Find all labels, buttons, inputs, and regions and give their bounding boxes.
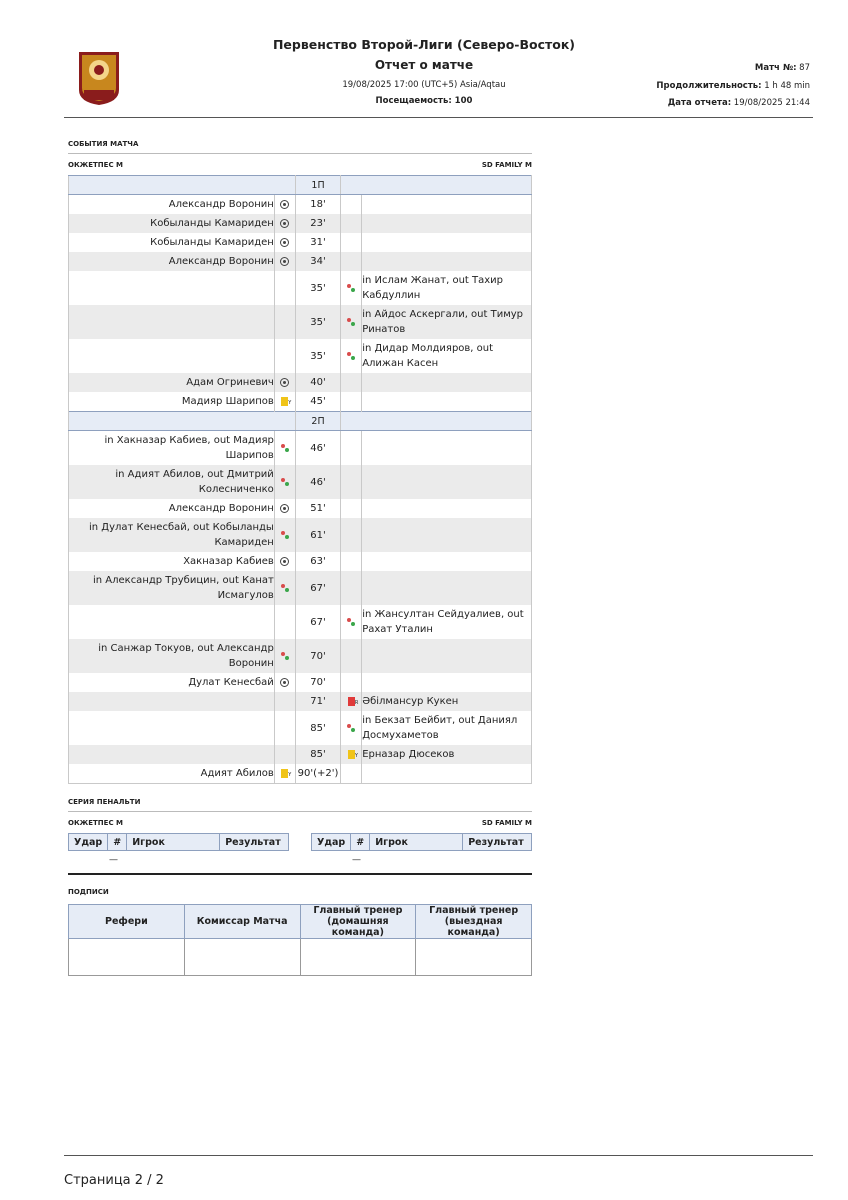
home-team-name: ОКЖЕТПЕС М — [68, 161, 123, 169]
away-event-text — [362, 772, 531, 776]
away-event-text — [362, 681, 531, 685]
event-row — [69, 711, 532, 745]
home-event-text: in Адият Абилов, out Дмитрий Колесниченко — [115, 469, 274, 495]
home-event-text: Адият Абилов — [200, 768, 274, 779]
signatures-section-title: ПОДПИСИ — [68, 888, 109, 896]
substitution-icon — [280, 477, 290, 487]
event-row — [69, 392, 532, 412]
goal-ball-icon — [280, 678, 289, 687]
events-section-divider — [68, 153, 532, 154]
half-label: 2П — [295, 412, 341, 431]
penalties-section-divider — [68, 811, 532, 812]
half-label: 1П — [295, 176, 341, 195]
away-event-text — [362, 480, 531, 484]
away-event-text: in Бекзат Бейбит, out Даниял Досмухаметов — [362, 715, 518, 741]
event-minute: 34' — [295, 252, 341, 271]
sig-cell-home-coach — [300, 939, 416, 976]
event-minute: 70' — [295, 673, 341, 692]
home-event-text: Адам Огриневич — [186, 377, 274, 388]
event-minute: 31' — [295, 233, 341, 252]
substitution-icon — [280, 530, 290, 540]
home-event-text: Александр Воронин — [168, 199, 274, 210]
event-minute: 85' — [295, 745, 341, 764]
sig-cell-commissioner — [184, 939, 300, 976]
penalties-bottom-divider — [68, 873, 532, 875]
event-row — [69, 745, 532, 764]
event-row — [69, 518, 532, 552]
substitution-icon — [346, 617, 356, 627]
event-minute: 70' — [295, 639, 341, 673]
half1-header — [69, 176, 532, 195]
event-row — [69, 571, 532, 605]
yellow-card-icon: Y — [281, 397, 288, 406]
away-event-text — [362, 560, 531, 564]
home-event-text: Александр Воронин — [168, 503, 274, 514]
goal-ball-icon — [280, 557, 289, 566]
event-row — [69, 305, 532, 339]
report-title: Первенство Второй-Лиги (Северо-Восток) — [272, 37, 576, 52]
goal-ball-icon — [280, 504, 289, 513]
footer-divider — [64, 1155, 813, 1156]
pen-col-number: # — [108, 834, 127, 851]
away-event-text — [362, 446, 531, 450]
attendance: Посещаемость: 100 — [375, 96, 473, 106]
event-minute: 85' — [295, 711, 341, 745]
event-minute: 45' — [295, 392, 341, 412]
page-number: Страница 2 / 2 — [64, 1173, 164, 1188]
substitution-icon — [346, 723, 356, 733]
match-number: Матч №: 87 — [754, 63, 810, 73]
away-event-text: in Дидар Молдияров, out Алижан Касен — [362, 343, 494, 369]
event-minute: 67' — [295, 571, 341, 605]
red-card-icon: R — [348, 697, 355, 706]
home-event-text — [69, 286, 274, 290]
penalties-away-table — [311, 833, 532, 851]
event-minute: 46' — [295, 431, 341, 466]
home-event-text: Кобыланды Камариден — [150, 237, 274, 248]
home-event-text — [69, 726, 274, 730]
substitution-icon — [346, 351, 356, 361]
goal-ball-icon — [280, 378, 289, 387]
home-event-text: in Дулат Кенесбай, out Кобыланды Камариден — [88, 522, 274, 548]
event-minute: 35' — [295, 339, 341, 373]
away-event-text: in Айдос Аскергали, out Тимур Ринатов — [362, 309, 524, 335]
away-event-text — [362, 381, 531, 385]
event-row — [69, 271, 532, 305]
away-event-text — [362, 260, 531, 264]
substitution-icon — [280, 443, 290, 453]
home-event-text — [69, 320, 274, 324]
away-event-text — [362, 241, 531, 245]
penalties-team-row — [68, 819, 532, 827]
goal-ball-icon — [280, 238, 289, 247]
events-team-row — [68, 161, 532, 169]
sig-cell-referee — [69, 939, 185, 976]
event-row — [69, 605, 532, 639]
event-row — [69, 233, 532, 252]
sig-col-away-coach: Главный тренер (выездная команда) — [416, 905, 532, 939]
away-event-text: Ерназар Дюсеков — [362, 749, 455, 760]
goal-ball-icon — [280, 200, 289, 209]
event-minute: 61' — [295, 518, 341, 552]
event-minute: 35' — [295, 271, 341, 305]
penalties-home-team: ОКЖЕТПЕС М — [68, 819, 123, 827]
sig-col-commissioner: Комиссар Матча — [184, 905, 300, 939]
substitution-icon — [280, 651, 290, 661]
away-event-text: in Жансултан Сейдуалиев, out Рахат Уталин — [362, 609, 524, 635]
yellow-card-icon: Y — [281, 769, 288, 778]
home-event-text: in Александр Трубицин, out Канат Исмагулов — [92, 575, 274, 601]
event-minute: 71' — [295, 692, 341, 711]
event-row — [69, 431, 532, 466]
event-row — [69, 639, 532, 673]
event-minute: 18' — [295, 195, 341, 215]
event-minute: 40' — [295, 373, 341, 392]
home-event-text: in Хакназар Кабиев, out Мадияр Шарипов — [104, 435, 274, 461]
away-event-text — [362, 586, 531, 590]
event-minute: 90'(+2') — [295, 764, 341, 784]
event-minute: 23' — [295, 214, 341, 233]
event-minute: 67' — [295, 605, 341, 639]
event-row — [69, 373, 532, 392]
goal-ball-icon — [280, 257, 289, 266]
pen-col-shot: Удар — [312, 834, 351, 851]
event-row — [69, 252, 532, 271]
penalties-home-table — [68, 833, 289, 851]
pen-col-player: Игрок — [370, 834, 463, 851]
home-event-text — [69, 620, 274, 624]
penalties-away-team: SD FAMILY M — [481, 819, 532, 827]
home-event-text: Хакназар Кабиев — [183, 556, 274, 567]
away-event-text — [362, 533, 531, 537]
event-row — [69, 465, 532, 499]
event-minute: 46' — [295, 465, 341, 499]
report-date: Дата отчета: 19/08/2025 21:44 — [667, 98, 810, 108]
event-row — [69, 673, 532, 692]
event-row — [69, 339, 532, 373]
pen-col-result: Результат — [220, 834, 289, 851]
pen-col-result: Результат — [463, 834, 532, 851]
pen-col-shot: Удар — [69, 834, 108, 851]
sig-cell-away-coach — [416, 939, 532, 976]
home-event-text — [69, 354, 274, 358]
away-event-text — [362, 222, 531, 226]
event-row — [69, 195, 532, 215]
home-event-text — [69, 700, 274, 704]
away-event-text — [362, 654, 531, 658]
sig-col-referee: Рефери — [69, 905, 185, 939]
event-row — [69, 552, 532, 571]
event-minute: 51' — [295, 499, 341, 518]
substitution-icon — [346, 283, 356, 293]
home-event-text: Кобыланды Камариден — [150, 218, 274, 229]
away-event-text — [362, 400, 531, 404]
home-event-text — [69, 753, 274, 757]
event-minute: 35' — [295, 305, 341, 339]
pen-col-player: Игрок — [127, 834, 220, 851]
header-divider — [64, 117, 813, 118]
goal-ball-icon — [280, 219, 289, 228]
home-event-text: Дулат Кенесбай — [188, 677, 274, 688]
away-event-text — [362, 203, 531, 207]
penalties-away-empty: — — [352, 855, 361, 865]
sig-col-home-coach: Главный тренер (домашняя команда) — [300, 905, 416, 939]
half2-header — [69, 412, 532, 431]
substitution-icon — [280, 583, 290, 593]
events-section-title: СОБЫТИЯ МАТЧА — [68, 140, 139, 148]
signatures-table — [68, 904, 532, 976]
event-row — [69, 499, 532, 518]
match-duration: Продолжительность: 1 h 48 min — [656, 81, 810, 91]
home-event-text: in Санжар Токуов, out Александр Воронин — [98, 643, 274, 669]
away-team-name: SD FAMILY M — [481, 161, 532, 169]
event-row — [69, 692, 532, 711]
event-minute: 63' — [295, 552, 341, 571]
away-event-text: in Ислам Жанат, out Тахир Кабдуллин — [362, 275, 504, 301]
match-datetime: 19/08/2025 17:00 (UTC+5) Asia/Aqtau — [342, 80, 506, 90]
yellow-card-icon: Y — [348, 750, 355, 759]
event-row — [69, 764, 532, 784]
home-event-text: Мадияр Шарипов — [181, 396, 274, 407]
penalties-section-title: СЕРИЯ ПЕНАЛЬТИ — [68, 798, 141, 806]
events-table — [68, 175, 532, 784]
pen-col-number: # — [351, 834, 370, 851]
away-event-text — [362, 507, 531, 511]
report-subtitle: Отчет о матче — [374, 58, 474, 72]
penalties-home-empty: — — [109, 855, 118, 865]
home-event-text: Александр Воронин — [168, 256, 274, 267]
event-row — [69, 214, 532, 233]
substitution-icon — [346, 317, 356, 327]
away-event-text: Әбілмансур Кукен — [362, 696, 459, 707]
